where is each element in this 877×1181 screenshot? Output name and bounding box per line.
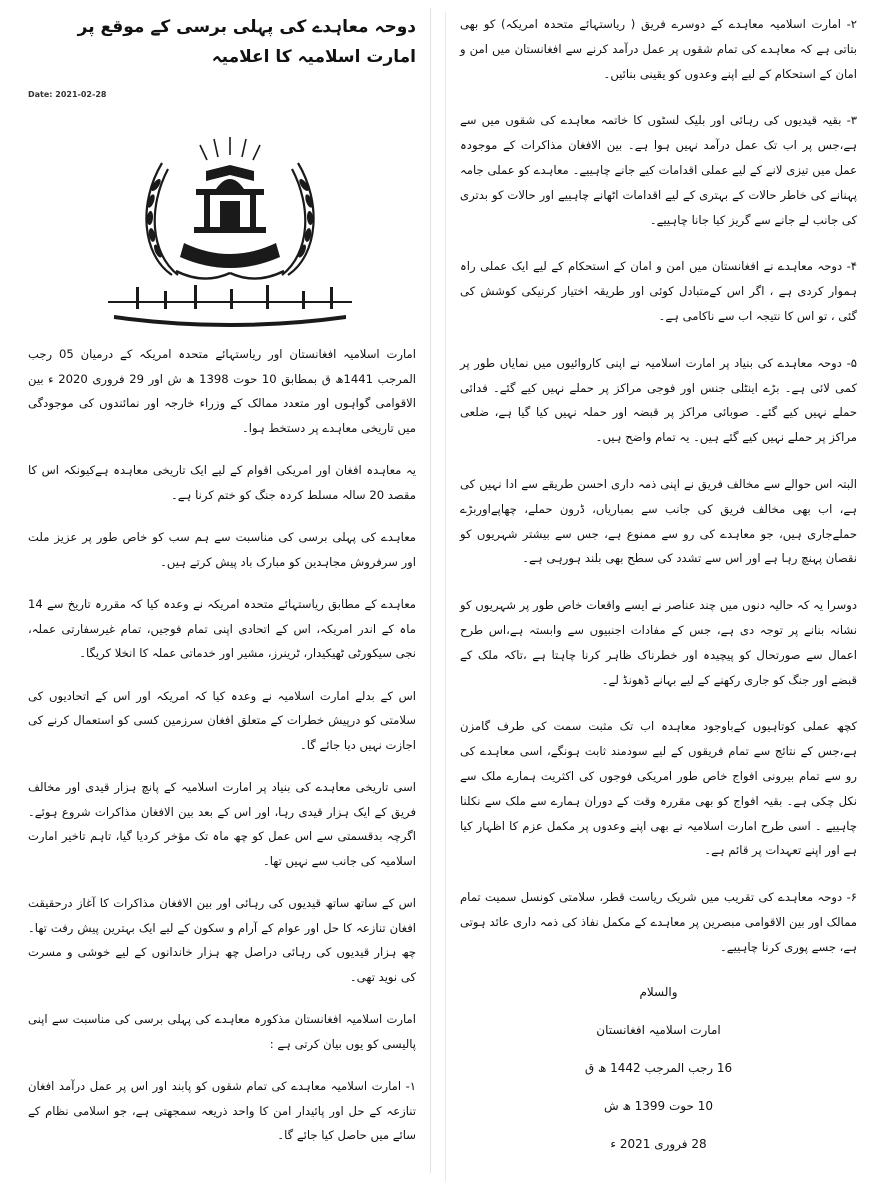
left-column	[14, 8, 431, 1173]
signature: امارت اسلامیہ افغانستان	[596, 1022, 721, 1037]
paragraph: یہ معاہدہ افغان اور امریکی اقوام کے لیے ایک تاریخی معاہدہ ہےکیونکہ اس کا مقصد 20 سالہ مسلط کردہ جنگ کو ختم کرنا ہے۔	[28, 463, 416, 502]
date-hijri-solar: 10 حوت 1399 ھ ش	[603, 1098, 714, 1113]
paragraph: امارت اسلامیہ افغانستان اور ریاستہائے متحدہ امریکہ کے درمیان 05 رجب المرجب 1441ھ ق بمطابق 10 حوت 1398 ھ ش اور 29 فروری 2020 ء بین الاقوامی گواہوں اور متعدد ممالک کے وزراء خارجہ اور نمائندوں کی موجودگی میں تاریخی معاہدے پر دستخط ہوا۔	[28, 347, 416, 435]
paragraph: ۲- امارت اسلامیہ معاہدے کے دوسرے فریق ( ریاستہائے متحدہ امریکہ) کو بھی بتاتی ہے کہ معاہدے کی تمام شقوں پر عمل درآمد کرنے سے افغانستان میں امن و امان کے استحکام کے لیے اپنے وعدوں کو یقینی بنائیں۔	[460, 17, 857, 81]
islamic-emirate-emblem-icon	[44, 125, 416, 330]
paragraph: امارت اسلامیہ افغانستان مذکورہ معاہدے کی پہلی برسی کی مناسبت سے اپنی پالیسی کو یوں بیان کرتی ہے :	[28, 1012, 416, 1051]
date-gregorian: 28 فروری 2021 ء	[610, 1136, 707, 1151]
right-column	[445, 12, 871, 1181]
paragraph: ۶- دوحہ معاہدے کی تقریب میں شریک ریاست قطر، سلامتی کونسل سمیت تمام ممالک اور بین الاقوامی مبصرین پر معاہدے کے مکمل نفاذ کی ذمہ داری عائد ہوتی ہے، جسے پوری کرنا چاہییے۔	[460, 890, 857, 954]
date-hijri-lunar: 16 رجب المرجب 1442 ھ ق	[584, 1060, 733, 1075]
paragraph: اسی تاریخی معاہدے کی بنیاد پر امارت اسلامیہ کے پانچ ہزار قیدی اور مخالف فریق کے ایک ہزار قیدی رہا، اور اس کے بعد بین الافغان مذاکرات شروع ہوئے۔ اگرچہ بدقسمتی سے اس عمل کو چھ ماہ تک مؤخر کردیا گیا، تاہم تاخیر امارت اسلامیہ کی جانب سے نہیں تھا۔	[28, 780, 416, 868]
paragraph: ۴- دوحہ معاہدے نے افغانستان میں امن و امان کے استحکام کے لیے ایک عملی راہ ہموار کردی ہے ، اگر اس کےمتبادل کوئی اور طریقہ اختیار کرنیکی کوشش کی گئی ، تو اس کا نتیجہ اب سے ناکامی ہے۔	[460, 259, 857, 323]
paragraph: معاہدے کے مطابق ریاستہائے متحدہ امریکہ نے وعدہ کیا کہ مقررہ تاریخ سے 14 ماہ کے اندر امریکہ، اس کے اتحادی اپنی تمام فوجیں، تمام غیرسفارتی عملہ، نجی سیکورٹی ٹھیکیدار، ٹرینرز، مشیر اور خدماتی عملہ کا انخلا کریگا۔	[28, 597, 416, 660]
publish-date: Date: 2021-02-28	[28, 90, 107, 99]
paragraph: دوسرا یہ کہ حالیہ دنوں میں چند عناصر نے ایسے واقعات خاص طور پر شہریوں کو نشانہ بنانے پر توجہ دی ہے، جس کے مفادات اجنبیوں سے وابستہ ہے،اس طرح اعمال سے صورتحال کو پیچیدہ اور خطرناک ظاہر کرنا چاہتا ہے ،تاکہ ملک کے قبضے اور جنگ کو جاری رکھنے کے لیے بہانے ڈھونڈ لے۔	[460, 598, 857, 687]
paragraph: اس کے بدلے امارت اسلامیہ نے وعدہ کیا کہ امریکہ اور اس کے اتحادیوں کی سلامتی کو درپیش خطرات کے متعلق افغان سرزمین کسی کو استعمال کرنے کی اجازت نہیں دیا جائے گا۔	[28, 688, 416, 752]
paragraph: ۳- بقیہ قیدیوں کی رہائی اور بلیک لسٹوں کا خاتمہ معاہدے کی شقوں میں سے ہے،جس پر اب تک عمل درآمد نہیں ہوا ہے۔ بین الافغان مذاکرات کے موجودہ عمل میں تیزی لانے کے لیے عملی اقدامات کیے جانے چاہییے۔ معاہدے کو عملی جامہ پہنانے کی خاطر حالات کے بہتری کے لیے اقدامات اٹھانے چاہییے اور حالات کو بدتری کی جانب لے جانے سے گریز کیا جانا چاہییے۔	[460, 113, 857, 227]
paragraph: ۱- امارت اسلامیہ معاہدے کی تمام شقوں کو پابند اور اس پر عمل درآمد افغان تنازعہ کے حل اور پائیدار امن کا واحد ذریعہ سمجھتی ہے، جو اسلامی نظام کے سائے میں حاصل کیا جائے گا۔	[28, 1079, 416, 1142]
salutation: والسلام	[639, 984, 678, 999]
paragraph: کچھ عملی کوتاہیوں کےباوجود معاہدہ اب تک مثبت سمت کی طرف گامزن ہے،جس کے نتائج سے تمام فریقوں کے لیے سودمند ثابت ہونگے، اسی معاہدے کی رو سے تمام بیرونی افواج خاص طور امریکی فوجوں کی اکثریت ہمارے ملک سے نکل چکی ہے۔ بقیہ افواج کو بھی مقررہ وقت کے دوران ہمارے سے ملک سے نکلنا چاہییے ۔ اسی طرح امارت اسلامیہ نے بھی اپنے وعدوں پر مکمل عزم کا اظہار کیا ہے اور اپنے تعہدات پر قائم ہے۔	[460, 719, 857, 858]
page-title: دوحہ معاہدے کی پہلی برسی کے موقع پر امارت اسلامیہ کا اعلامیہ	[77, 17, 416, 67]
paragraph: ۵- دوحہ معاہدے کی بنیاد پر امارت اسلامیہ نے اپنی کاروائیوں میں نمایاں طور پر کمی لائی ہے۔ بڑے اینٹلی جنس اور فوجی مراکز پر حملے نہیں کیے گئے۔ فدائی حملے نہیں کیے گئے۔ صوبائی مراکز پر قبضہ اور حملہ نہیں کیا گیا ہے، ضلعی مراکز پر حملے نہیں کیے گئے ہیں۔ یہ تمام واضح ہیں۔	[460, 355, 857, 445]
closing-block	[460, 982, 857, 1154]
paragraph: البتہ اس حوالے سے مخالف فریق نے اپنی ذمہ داری احسن طریقے سے ادا نہیں کی ہے، اب بھی مخالف فریق کی جانب سے بمباریاں، ڈرون حملے، چھاپےاوربڑے حملےجاری ہیں، جو معاہدے کی رو سے ممنوع ہے، جس سے بیشتر شہریوں کو نقصان پہنچ رہا ہے اور اس سے تشدد کی سطح بھی بلند ہورہی ہے۔	[460, 476, 857, 566]
paragraph: معاہدے کی پہلی برسی کی مناسبت سے ہم سب کو خاص طور پر عزیز ملت اور سرفروش مجاہدین کو مبارک باد پیش کرتے ہیں۔	[28, 530, 416, 569]
emblem-svg	[44, 125, 416, 330]
paragraph: اس کے ساتھ ساتھ قیدیوں کی رہائی اور بین الافغان مذاکرات کا آغاز درحقیقت افغان تنازعہ کا حل اور عوام کے آرام و سکون کے لیے ایک بہترین پیش رفت تھا۔ چھ ہزار قیدیوں کی رہائی دراصل چھ ہزار خاندانوں کے لیے خوشی و مسرت کی نوید تھی۔	[28, 896, 416, 984]
